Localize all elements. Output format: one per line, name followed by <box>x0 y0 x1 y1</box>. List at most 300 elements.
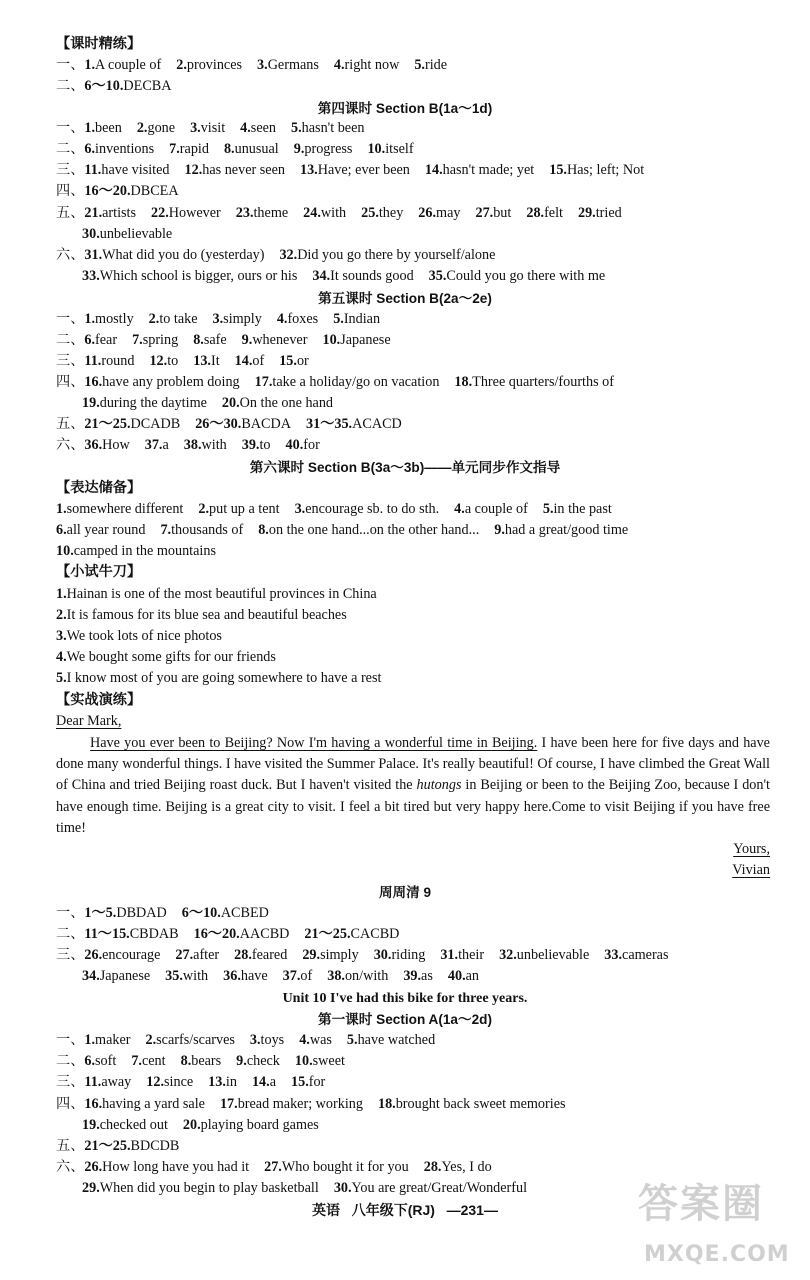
answer-text: with <box>182 968 209 984</box>
answer-line <box>56 668 774 689</box>
answer-line <box>56 903 774 924</box>
question-group-prefix: 一、 <box>56 120 85 136</box>
answer-line <box>56 1030 774 1051</box>
answer-text: check <box>246 1053 280 1069</box>
answer-text: but <box>493 205 512 221</box>
answer-line <box>82 1115 774 1136</box>
question-number: 26. <box>418 205 437 221</box>
section-tag-trial: 【小试牛刀】 <box>56 564 142 580</box>
question-group-prefix: 一、 <box>56 311 85 327</box>
answer-text: away <box>101 1074 132 1090</box>
answer-text: DBCEA <box>130 183 179 199</box>
answer-item <box>242 437 271 453</box>
answer-text: have <box>240 968 268 984</box>
question-number: 33. <box>82 268 100 284</box>
answer-item <box>257 57 319 73</box>
answer-item <box>82 1180 319 1196</box>
answer-item <box>82 226 172 242</box>
question-number: 4. <box>299 1032 310 1048</box>
answer-item <box>222 395 333 411</box>
question-number: 39. <box>241 437 260 453</box>
question-group-prefix: 五、 <box>56 416 85 432</box>
question-group-prefix: 六、 <box>56 1159 85 1175</box>
answer-line <box>82 266 774 287</box>
question-number: 9. <box>241 332 253 348</box>
answer-item <box>84 1053 116 1069</box>
answer-item <box>56 628 222 644</box>
answer-text: having a yard sale <box>102 1096 205 1112</box>
lesson-heading-5: 第五课时 Section B(2a～2e) <box>318 291 492 306</box>
answer-item <box>132 332 178 348</box>
answer-text: Which school is bigger, ours or his <box>99 268 298 284</box>
answer-text: brought back sweet memories <box>395 1096 566 1112</box>
answer-item <box>84 1138 179 1154</box>
question-number: 13. <box>193 353 211 369</box>
answer-item <box>84 183 178 199</box>
answer-item <box>242 332 308 348</box>
answer-text: Japanese <box>340 332 391 348</box>
question-number: 24. <box>303 205 321 221</box>
question-number: 4. <box>276 311 288 327</box>
answer-item <box>213 311 262 327</box>
answer-text: Japanese <box>99 968 151 984</box>
answer-item <box>208 1074 237 1090</box>
answer-item <box>347 1032 435 1048</box>
question-number: 3. <box>257 57 268 73</box>
answer-item <box>604 947 668 963</box>
question-number: 27. <box>175 947 194 963</box>
answer-item <box>185 162 285 178</box>
answer-text: somewhere different <box>66 501 184 517</box>
question-group-prefix: 四、 <box>56 183 85 199</box>
question-group-prefix: 三、 <box>56 1074 85 1090</box>
answer-item <box>283 968 313 984</box>
question-number: 39. <box>403 968 422 984</box>
answer-line <box>82 393 774 414</box>
question-number: 34. <box>312 268 331 284</box>
answer-text: Germans <box>267 57 319 73</box>
question-group-prefix: 二、 <box>56 926 85 942</box>
answer-text: Three quarters/fourths of <box>472 374 614 390</box>
answer-text: to take <box>159 311 198 327</box>
answer-text: a <box>162 437 169 453</box>
answer-text: as <box>421 968 433 984</box>
question-number: 9. <box>236 1053 247 1069</box>
answer-item <box>424 1159 492 1175</box>
question-number: 1. <box>84 120 96 136</box>
answer-text: ACACD <box>352 416 402 432</box>
question-number: 29. <box>577 205 596 221</box>
question-number: 28. <box>423 1159 442 1175</box>
question-number: 10. <box>367 141 386 157</box>
answer-item <box>255 374 440 390</box>
answer-text: How <box>102 437 130 453</box>
question-number: 29. <box>302 947 321 963</box>
question-number: 37. <box>144 437 163 453</box>
answer-text: to <box>167 353 179 369</box>
question-number: 8. <box>223 141 235 157</box>
question-number: 3. <box>294 501 306 517</box>
answer-line <box>56 181 774 202</box>
answer-text: It is famous for its blue sea and beautiful beaches <box>66 607 347 623</box>
question-number: 30. <box>333 1180 352 1196</box>
answer-item <box>84 141 154 157</box>
question-number: 30. <box>373 947 392 963</box>
question-group-prefix: 四、 <box>56 374 85 390</box>
answer-line <box>56 584 774 605</box>
answer-text: CACBD <box>350 926 400 942</box>
question-number: 21. <box>84 205 103 221</box>
question-group-prefix: 三、 <box>56 162 85 178</box>
question-number: 6～10. <box>181 905 221 921</box>
answer-item <box>194 926 290 942</box>
answer-item <box>84 374 239 390</box>
answer-item <box>84 905 166 921</box>
question-number: 7. <box>169 141 180 157</box>
answer-text: hasn't made; yet <box>442 162 535 178</box>
answer-line <box>56 351 774 372</box>
answer-item <box>578 205 622 221</box>
answer-text: simply <box>320 947 359 963</box>
answer-item <box>145 437 169 453</box>
question-number: 7. <box>131 1053 142 1069</box>
answer-item <box>82 268 297 284</box>
answer-item <box>84 162 169 178</box>
answer-item <box>56 522 145 538</box>
answer-text: On the one hand <box>239 395 334 411</box>
question-number: 22. <box>151 205 169 221</box>
answer-line <box>56 541 774 562</box>
answer-item <box>182 905 269 921</box>
answer-item <box>454 501 528 517</box>
answer-line <box>56 945 774 966</box>
answer-item <box>176 57 242 73</box>
answer-item <box>195 416 291 432</box>
question-number: 38. <box>327 968 345 984</box>
answer-item <box>175 947 219 963</box>
question-number: 13. <box>208 1074 226 1090</box>
section-tag-practice: 【课时精练】 <box>56 36 142 52</box>
answer-text: visit <box>200 120 226 136</box>
question-number: 8. <box>193 332 204 348</box>
question-number: 28. <box>526 205 545 221</box>
answer-item <box>448 968 479 984</box>
answer-text: Could you go there with me <box>446 268 606 284</box>
question-number: 2. <box>198 501 210 517</box>
question-number: 29. <box>82 1180 100 1196</box>
question-number: 4. <box>240 120 251 136</box>
section-tag-expressions: 【表达储备】 <box>56 480 142 496</box>
answer-line <box>56 499 774 520</box>
answer-line <box>56 1051 774 1072</box>
question-number: 25. <box>361 205 379 221</box>
watermark-en: MXQE.COM <box>644 1242 790 1267</box>
answer-text: Did you go there by yourself/alone <box>297 247 496 263</box>
answer-item <box>56 649 276 665</box>
answer-item <box>334 1180 527 1196</box>
question-number: 37. <box>282 968 301 984</box>
question-group-prefix: 四、 <box>56 1096 85 1112</box>
question-number: 35. <box>165 968 183 984</box>
answer-item <box>303 205 346 221</box>
footer-grade: 八年级下(RJ) <box>351 1202 435 1218</box>
question-number: 12. <box>146 1074 165 1090</box>
answer-line <box>56 372 774 393</box>
answer-text: scarfs/scarves <box>156 1032 235 1048</box>
answer-text: Indian <box>343 311 381 327</box>
question-number: 12. <box>149 353 168 369</box>
answer-text: Who bought it for you <box>281 1159 409 1175</box>
question-number: 2. <box>176 57 187 73</box>
answer-item <box>193 353 219 369</box>
answer-item <box>82 1117 168 1133</box>
answer-line <box>56 160 774 181</box>
answer-item <box>306 416 402 432</box>
answer-item <box>84 311 133 327</box>
question-number: 1～5. <box>84 905 117 921</box>
question-number: 31～35. <box>305 416 353 432</box>
answer-text: feared <box>251 947 288 963</box>
answer-text: DECBA <box>123 78 172 94</box>
answer-item <box>151 205 221 221</box>
question-number: 16. <box>84 374 103 390</box>
question-number: 17. <box>254 374 273 390</box>
answer-item <box>327 968 388 984</box>
question-group-prefix: 二、 <box>56 141 85 157</box>
answer-text: of <box>252 353 265 369</box>
question-number: 26. <box>84 1159 103 1175</box>
question-number: 5. <box>333 311 344 327</box>
answer-item <box>149 311 198 327</box>
question-number: 36. <box>84 437 103 453</box>
lesson-heading-4: 第四课时 Section B(1a～1d) <box>317 101 493 116</box>
question-number: 1. <box>84 57 96 73</box>
answer-text: during the daytime <box>99 395 207 411</box>
answer-item <box>258 522 479 538</box>
question-number: 12. <box>184 162 203 178</box>
question-number: 8. <box>180 1053 192 1069</box>
answer-item <box>184 437 227 453</box>
answer-text: put up a tent <box>209 501 280 517</box>
answer-text: fear <box>95 332 118 348</box>
answer-item <box>302 947 358 963</box>
answer-text: has never seen <box>202 162 285 178</box>
question-number: 1. <box>84 311 96 327</box>
question-group-prefix: 六、 <box>56 437 85 453</box>
answer-item <box>418 205 460 221</box>
question-number: 17. <box>219 1096 238 1112</box>
answer-line <box>56 1094 774 1115</box>
answer-item <box>84 353 134 369</box>
answer-line <box>56 605 774 626</box>
answer-text: after <box>193 947 220 963</box>
question-number: 11. <box>84 353 102 369</box>
question-number: 2. <box>136 120 148 136</box>
question-number: 11～15. <box>84 926 130 942</box>
answer-line <box>56 245 774 266</box>
answer-item <box>252 1074 276 1090</box>
answer-text: safe <box>203 332 227 348</box>
answer-text: with <box>320 205 347 221</box>
question-number: 4. <box>454 501 465 517</box>
letter-greeting: Dear Mark, <box>56 713 122 729</box>
answer-text: was <box>309 1032 332 1048</box>
question-number: 5. <box>291 120 302 136</box>
answer-text: provinces <box>186 57 243 73</box>
answer-item <box>160 522 243 538</box>
answer-item <box>526 205 563 221</box>
question-group-prefix: 一、 <box>56 1032 85 1048</box>
answer-item <box>494 522 628 538</box>
question-number: 6. <box>84 1053 96 1069</box>
answer-item <box>300 162 410 178</box>
question-number: 10. <box>56 543 74 559</box>
answer-text: on/with <box>344 968 389 984</box>
answer-item <box>224 141 279 157</box>
question-number: 27. <box>475 205 494 221</box>
answer-item <box>333 311 380 327</box>
answer-item <box>183 1117 319 1133</box>
answer-text: soft <box>95 1053 117 1069</box>
answer-item <box>56 543 216 559</box>
answer-text: hasn't been <box>301 120 365 136</box>
answer-line <box>56 1072 774 1093</box>
question-number: 3. <box>190 120 201 136</box>
answer-item <box>84 78 171 94</box>
answer-item <box>84 437 129 453</box>
question-number: 10. <box>294 1053 313 1069</box>
answer-item <box>279 353 309 369</box>
answer-item <box>367 141 413 157</box>
answer-item <box>169 141 209 157</box>
answer-item <box>84 247 264 263</box>
answer-item <box>403 968 433 984</box>
answer-line <box>56 520 774 541</box>
answer-text: may <box>436 205 461 221</box>
answer-text: It <box>210 353 220 369</box>
answer-item <box>84 57 161 73</box>
question-number: 34. <box>82 968 100 984</box>
answer-text: right now <box>344 57 400 73</box>
question-number: 2. <box>56 607 67 623</box>
answer-line <box>56 414 774 435</box>
answer-item <box>543 501 612 517</box>
answer-text: CBDAB <box>129 926 179 942</box>
question-number: 14. <box>251 1074 270 1090</box>
question-group-prefix: 三、 <box>56 947 85 963</box>
question-number: 40. <box>447 968 466 984</box>
answer-line <box>56 626 774 647</box>
answer-text: itself <box>385 141 414 157</box>
answer-line <box>56 55 774 76</box>
answer-item <box>374 947 426 963</box>
answer-text: I know most of you are going somewhere to have a rest <box>66 670 382 686</box>
answer-item <box>56 501 183 517</box>
answer-line <box>56 1136 774 1157</box>
question-number: 31. <box>84 247 103 263</box>
answer-text: camped in the mountains <box>73 543 216 559</box>
lesson-heading-1: 第一课时 Section A(1a～2d) <box>318 1012 492 1027</box>
answer-text: their <box>458 947 485 963</box>
answer-item <box>235 353 265 369</box>
question-number: 6～10. <box>84 78 124 94</box>
answer-item <box>429 268 606 284</box>
answer-text: felt <box>544 205 563 221</box>
answer-text: thousands of <box>171 522 244 538</box>
answer-text: encourage <box>102 947 161 963</box>
answer-item <box>304 926 399 942</box>
question-group-prefix: 一、 <box>56 57 85 73</box>
question-number: 2. <box>148 311 160 327</box>
answer-item <box>234 947 287 963</box>
answer-item <box>414 57 447 73</box>
answer-text: or <box>296 353 309 369</box>
question-number: 13. <box>299 162 318 178</box>
answer-text: Has; left; Not <box>566 162 645 178</box>
question-number: 1. <box>56 501 67 517</box>
answer-item <box>146 1074 193 1090</box>
answer-item <box>220 1096 363 1112</box>
answer-text: cent <box>141 1053 166 1069</box>
answer-item <box>84 1074 131 1090</box>
question-number: 1. <box>56 586 67 602</box>
answer-item <box>56 607 347 623</box>
answer-item <box>334 57 399 73</box>
answer-text: Yes, I do <box>441 1159 492 1175</box>
answer-item <box>299 1032 332 1048</box>
answer-text: a <box>269 1074 276 1090</box>
answer-line <box>56 118 774 139</box>
answer-text: seen <box>250 120 277 136</box>
question-number: 11. <box>84 1074 102 1090</box>
answer-text: AACBD <box>239 926 290 942</box>
weekly-heading: 周周清 9 <box>378 885 432 900</box>
answer-text: cameras <box>622 947 669 963</box>
letter-signature: Vivian <box>732 862 770 878</box>
answer-text: What did you do (yesterday) <box>102 247 265 263</box>
answer-item <box>190 120 225 136</box>
footer-page-number: —231— <box>446 1202 498 1218</box>
answer-item <box>277 311 318 327</box>
answer-item <box>82 968 150 984</box>
question-number: 1. <box>84 1032 96 1048</box>
answer-item <box>236 205 288 221</box>
answer-line <box>56 1157 774 1178</box>
question-number: 28. <box>234 947 252 963</box>
answer-text: simply <box>223 311 262 327</box>
answer-text: Hainan is one of the most beautiful provinces in China <box>66 586 377 602</box>
answer-text: in <box>225 1074 237 1090</box>
answer-text: a couple of <box>464 501 528 517</box>
question-number: 3. <box>212 311 224 327</box>
answer-text: When did you begin to play basketball <box>99 1180 319 1196</box>
watermark-logo <box>630 1181 800 1278</box>
answer-text: BACDA <box>241 416 291 432</box>
question-number: 5. <box>414 57 425 73</box>
question-number: 15. <box>291 1074 309 1090</box>
answer-text: toys <box>260 1032 285 1048</box>
answer-text: foxes <box>287 311 319 327</box>
answer-item <box>240 120 276 136</box>
question-number: 11. <box>84 162 102 178</box>
answer-item <box>84 205 136 221</box>
answer-text: It sounds good <box>330 268 414 284</box>
question-number: 31. <box>440 947 459 963</box>
answer-item <box>279 247 495 263</box>
answer-text: whenever <box>252 332 308 348</box>
answer-line <box>56 139 774 160</box>
answer-text: for <box>303 437 320 453</box>
